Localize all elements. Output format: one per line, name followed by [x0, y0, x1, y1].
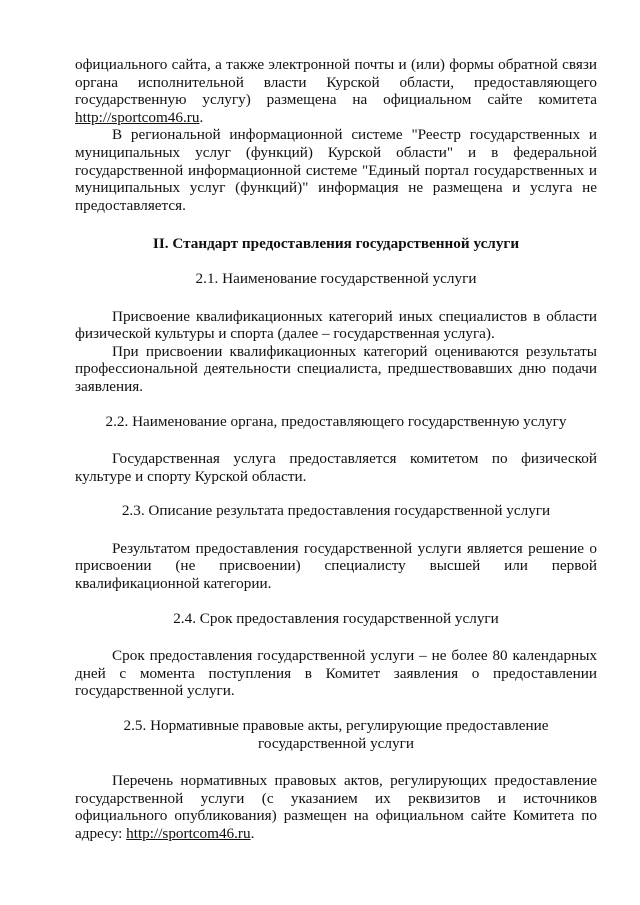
heading-2-5-line-1: 2.5. Нормативные правовые акты, регулирующие предоставление [123, 717, 549, 735]
paragraph-2-4: Срок предоставления государственной услуги – не более 80 календарных дней с момента поступления в Комитет заявления о предоставлении государственной услуги. [75, 647, 597, 700]
sportcom-link-2[interactable]: http://sportcom46.ru [126, 825, 251, 842]
paragraph-2-5 [75, 772, 597, 842]
heading-2-5-line-2: государственной услуги [258, 734, 414, 752]
paragraph-2-5-end: . [250, 825, 255, 842]
paragraph-2-1-a: Присвоение квалификационных категорий иных специалистов в области физической культуры и спорта (далее – государственная услуга). [75, 307, 597, 343]
heading-2-3: 2.3. Описание результата предоставления государственной услуги [121, 502, 551, 520]
document-page [75, 56, 597, 843]
intro-paragraph-1 [75, 56, 597, 126]
intro-p1-text: официального сайта, а также электронной почты и (или) формы обратной связи органа исполнительной власти Курской области, предоставляющего государственную услугу) размещена на официальном сайте комитета [75, 56, 597, 109]
paragraph-2-1-b: При присвоении квалификационных категорий оцениваются результаты профессиональной деятельности специалиста, предшествовавших дню подачи заявления. [75, 342, 597, 395]
paragraph-2-2: Государственная услуга предоставляется комитетом по физической культуре и спорту Курской области. [75, 450, 597, 485]
heading-2-2: 2.2. Наименование органа, предоставляющего государственную услугу [105, 412, 567, 430]
sportcom-link[interactable]: http://sportcom46.ru [75, 108, 200, 126]
paragraph-2-3: Результатом предоставления государственной услуги является решение о присвоении (не присвоении) специалисту высшей или первой квалификационной категории. [75, 539, 597, 593]
intro-paragraph-2: В региональной информационной системе "Реестр государственных и муниципальных услуг (функций) Курской области" и в федеральной государственной информационной системе "Единый портал государственных и муниципальных услуг (функций)" информация не размещена и услуга не предоставляется. [75, 126, 597, 214]
section-2-title: II. Стандарт предоставления государственной услуги [152, 235, 520, 253]
heading-2-4: 2.4. Срок предоставления государственной услуги [173, 609, 499, 627]
intro-p1-end: . [199, 108, 204, 126]
heading-2-1: 2.1. Наименование государственной услуги [195, 269, 477, 287]
heading-2-5 [75, 717, 597, 752]
paragraph-2-5-text: Перечень нормативных правовых актов, регулирующих предоставление государственной услуги (с указанием их реквизитов и источников официального опубликования) размещен на официальном сайте Комитета по адресу: [75, 772, 597, 842]
